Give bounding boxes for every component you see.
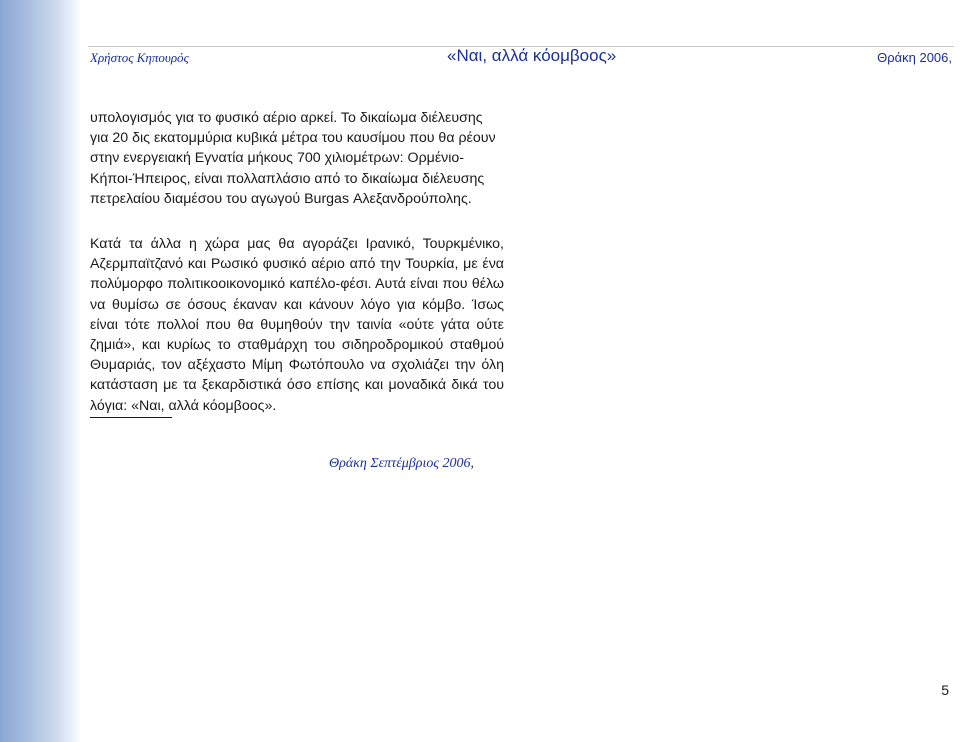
footnote-divider: [90, 417, 172, 418]
header-title: «Ναι, αλλά κόομβοος»: [447, 46, 617, 65]
signature-date: Θράκη Σεπτέμβριος 2006,: [329, 456, 475, 471]
page-header: [88, 46, 954, 67]
decorative-side-band: [0, 0, 82, 742]
header-place-date: Θράκη 2006,: [877, 50, 952, 65]
body-paragraph-1: υπολογισμός για το φυσικό αέριο αρκεί. Το δικαίωμα διέλευσης για 20 δις εκατομμύρια κυβικά μέτρα του καυσίμου που θα ρέουν στην ενεργειακή Εγνατία μήκους 700 χιλιομέτρων: Ορμένιο-Κήποι-Ήπειρος, είναι πολλαπλάσιο από το δικαίωμα διέλευσης πετρελαίου διαμέσου του αγωγού Burgas Αλεξανδρούπολης.: [90, 110, 496, 207]
body-paragraph-2: Κατά τα άλλα η χώρα μας θα αγοράζει Ιρανικό, Τουρκμένικο, Αζερμπαϊτζανό και Ρωσικό φυσικό αέριο από την Τουρκία, με ένα πολύμορφο πολιτικοοικονομικό καπέλο-φέσι. Αυτά είναι που θέλω να θυμίσω σε όσους έκαναν και κάνουν λόγο για κόμβο. Ίσως είναι τότε πολλοί που θα θυμηθούν την ταινία «ούτε γάτα ούτε ζημιά», και κυρίως το σταθμάρχη του σιδηροδρομικού σταθμού Θυμαριάς, τον αξέχαστο Μίμη Φωτόπουλο να σχολιάζει την όλη κατάσταση με τα ξεκαρδιστικά όσο επίσης και μοναδικά δικά του λόγια: «Ναι, αλλά κόομβοος».: [90, 236, 504, 414]
header-author: Χρήστος Κηπουρός: [90, 50, 189, 65]
page-number: 5: [941, 682, 949, 698]
